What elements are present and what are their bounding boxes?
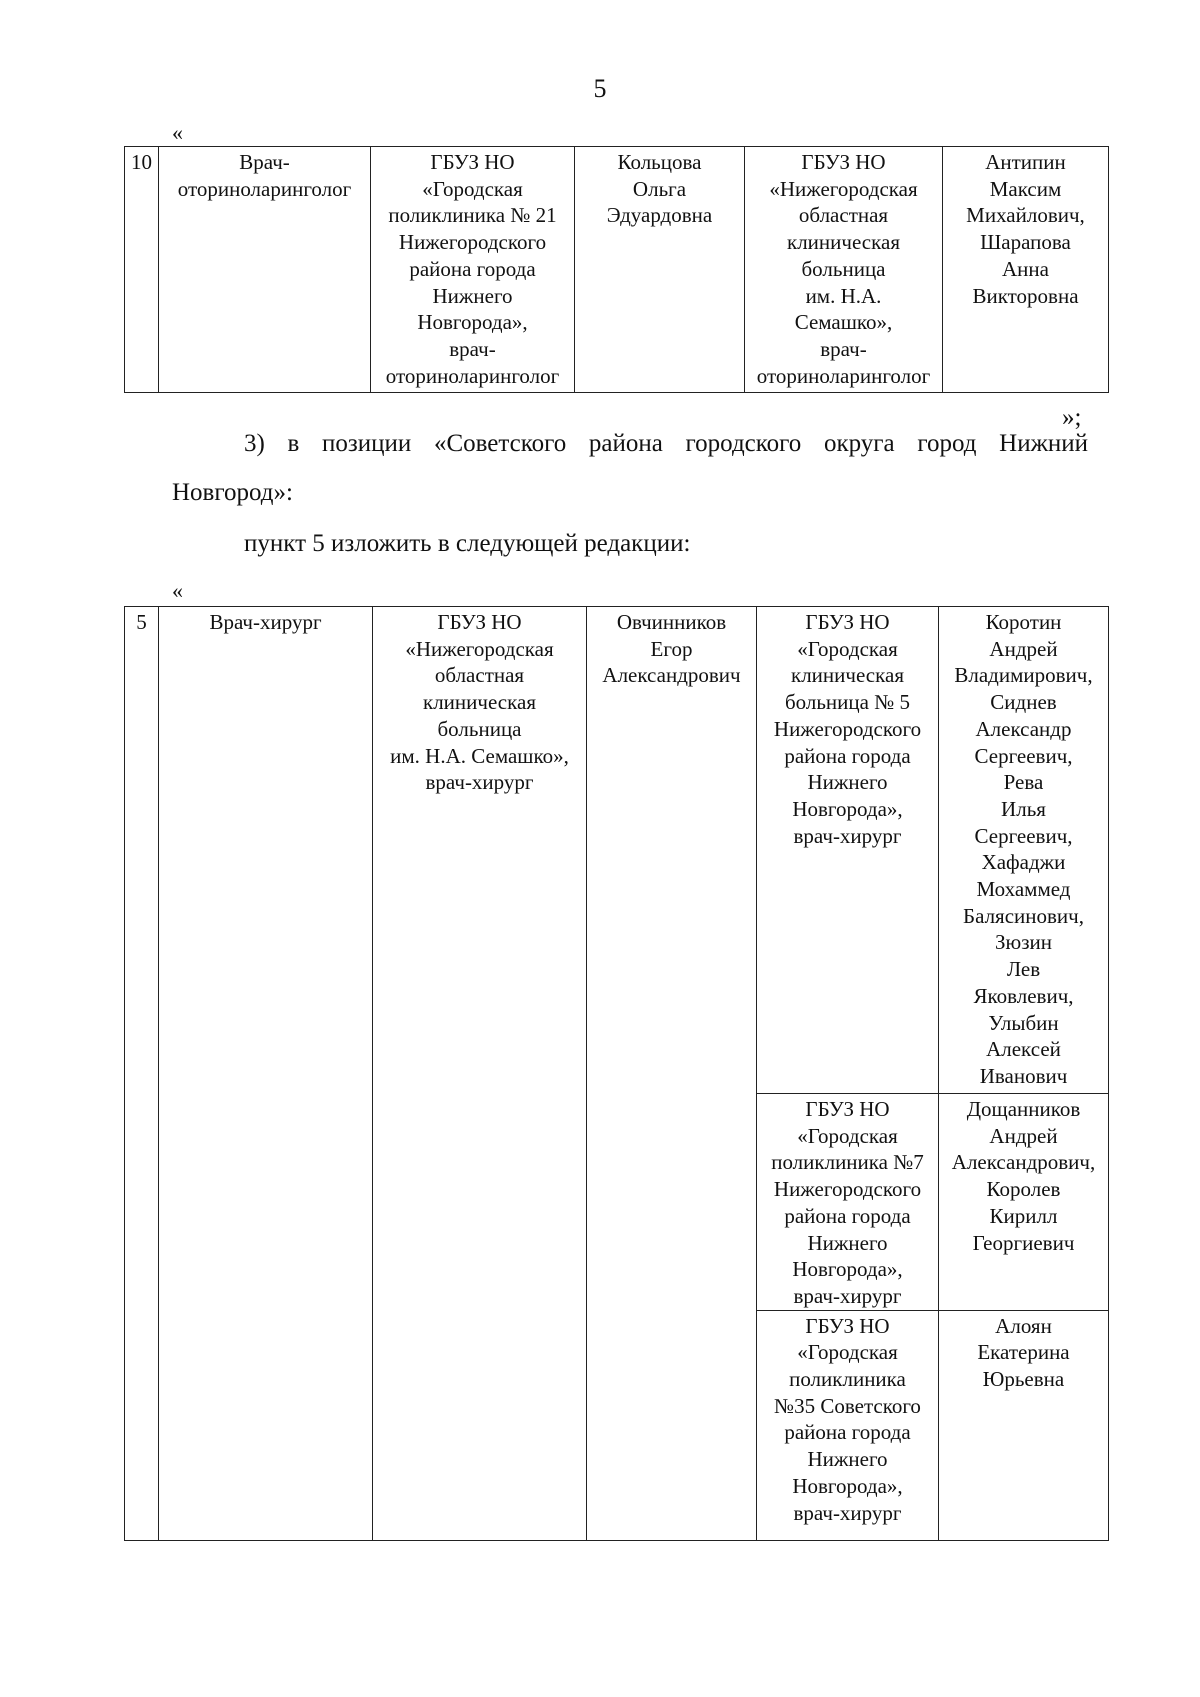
cell-number: 10	[125, 147, 159, 393]
paragraph-line-1: 3) в позиции «Советского района городского округа город Нижний	[244, 430, 1088, 457]
table-position-5	[124, 606, 1109, 1541]
cell-specialty: Врач- оториноларинголог	[159, 147, 371, 393]
table-row	[125, 607, 1109, 1094]
paragraph-line-2: Новгород»:	[172, 479, 293, 506]
cell-trainee-organization: ГБУЗ НО «Городская клиническая больница № 5 Нижегородского района города Нижнего Новгорода», врач-хирург	[757, 607, 939, 1094]
cell-mentor-organization: ГБУЗ НО «Городская поликлиника № 21 Нижегородского района города Нижнего Новгорода», врач- оториноларинголог	[371, 147, 575, 393]
cell-mentor-organization: ГБУЗ НО «Нижегородская областная клиническая больница им. Н.А. Семашко», врач-хирург	[373, 607, 587, 1541]
cell-mentor-name: Кольцова Ольга Эдуардовна	[575, 147, 745, 393]
cell-trainees: Дощанников Андрей Александрович, Королев Кирилл Георгиевич	[939, 1094, 1109, 1311]
page-number: 5	[593, 74, 607, 103]
table-row	[125, 147, 1109, 393]
cell-trainee-organization: ГБУЗ НО «Городская поликлиника №35 Советского района города Нижнего Новгорода», врач-хирург	[757, 1310, 939, 1540]
open-quote-2: «	[172, 578, 183, 603]
cell-mentor-name: Овчинников Егор Александрович	[587, 607, 757, 1541]
cell-trainees: Алоян Екатерина Юрьевна	[939, 1310, 1109, 1540]
cell-trainee-organization: ГБУЗ НО «Нижегородская областная клиническая больница им. Н.А. Семашко», врач- оториноларинголог	[745, 147, 943, 393]
cell-trainees: Коротин Андрей Владимирович, Сиднев Александр Сергеевич, Рева Илья Сергеевич, Хафаджи Мохаммед Балясинович, Зюзин Лев Яковлевич, Улыбин Алексей Иванович	[939, 607, 1109, 1094]
cell-trainees: Антипин Максим Михайлович, Шарапова Анна Викторовна	[943, 147, 1109, 393]
open-quote-1: «	[172, 120, 183, 145]
close-quote: »;	[1062, 404, 1082, 431]
paragraph-line-3: пункт 5 изложить в следующей редакции:	[244, 530, 691, 557]
cell-trainee-organization: ГБУЗ НО «Городская поликлиника №7 Нижегородского района города Нижнего Новгорода», врач-хирург	[757, 1094, 939, 1311]
cell-number: 5	[125, 607, 159, 1541]
table-position-10	[124, 146, 1109, 393]
cell-specialty: Врач-хирург	[159, 607, 373, 1541]
